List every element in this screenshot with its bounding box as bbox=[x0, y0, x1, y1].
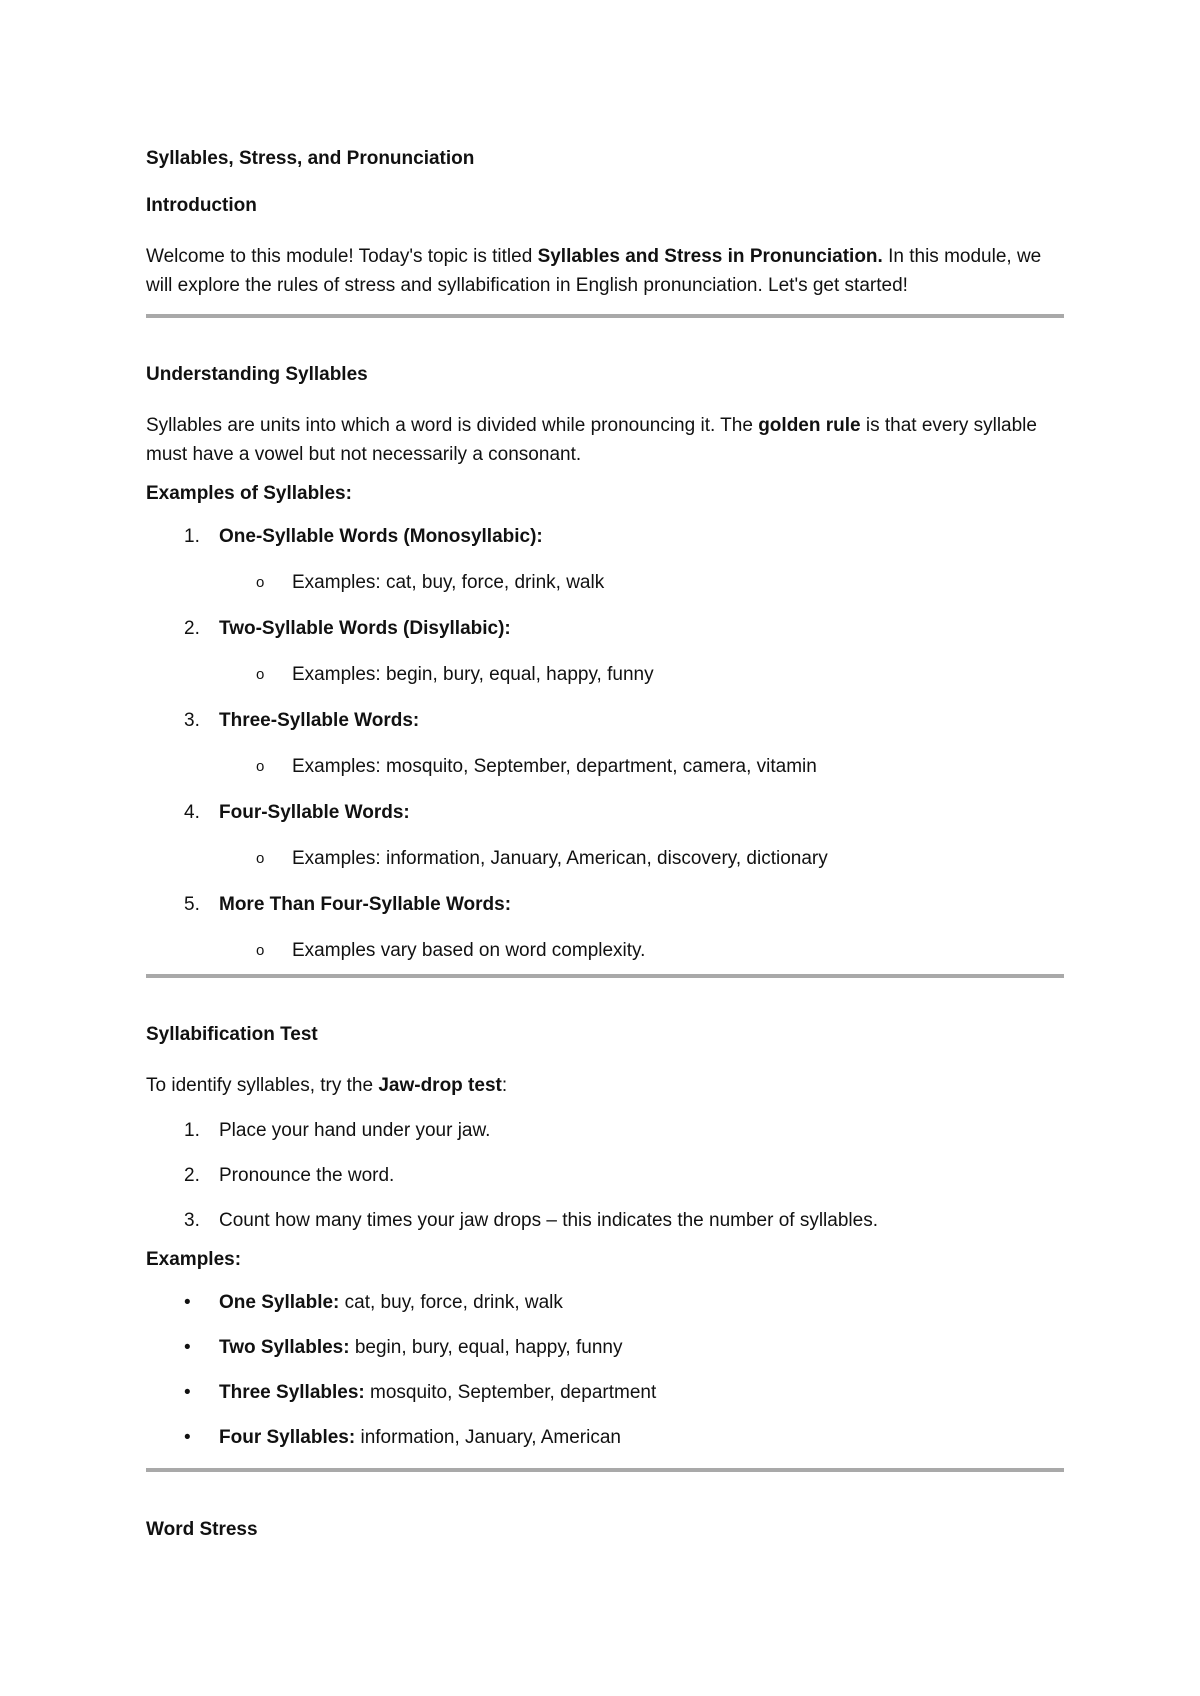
syllable-type-item bbox=[146, 890, 1064, 965]
list-number: 1. bbox=[184, 526, 200, 547]
example-bullet bbox=[146, 1423, 1064, 1452]
understanding-paragraph bbox=[146, 411, 1064, 469]
list-number: 5. bbox=[184, 894, 200, 915]
section-divider bbox=[146, 314, 1064, 318]
syllable-examples: Examples: mosquito, September, department, camera, vitamin bbox=[292, 756, 817, 777]
sub-bullet-icon: o bbox=[256, 758, 265, 775]
example-label: Three Syllables: bbox=[219, 1382, 365, 1403]
example-text: mosquito, September, department bbox=[364, 1382, 657, 1403]
example-text: cat, buy, force, drink, walk bbox=[339, 1292, 563, 1313]
bullet-icon: • bbox=[184, 1382, 191, 1403]
document-body bbox=[146, 148, 1064, 1566]
example-text: information, January, American bbox=[355, 1427, 621, 1448]
syllable-examples: Examples: information, January, American, discovery, dictionary bbox=[292, 848, 828, 869]
syllable-examples: Examples vary based on word complexity. bbox=[292, 940, 646, 961]
syllable-type-title: Four-Syllable Words: bbox=[219, 802, 410, 823]
list-number: 2. bbox=[184, 1165, 200, 1186]
example-bullet bbox=[146, 1378, 1064, 1407]
golden-rule-bold: golden rule bbox=[758, 415, 861, 436]
syllable-type-title: Three-Syllable Words: bbox=[219, 710, 420, 731]
test-step-text: Place your hand under your jaw. bbox=[219, 1120, 491, 1141]
jaw-drop-test-bold: Jaw-drop test bbox=[378, 1075, 502, 1096]
test-heading: Syllabification Test bbox=[146, 1024, 318, 1045]
document-title: Syllables, Stress, and Pronunciation bbox=[146, 148, 475, 169]
test-step bbox=[146, 1161, 1064, 1190]
intro-text-end: In this module, we will explore the rules of stress and syllabification in English pronunciation. Let's get started! bbox=[146, 246, 1042, 296]
test-examples-heading: Examples: bbox=[146, 1249, 242, 1270]
example-label: Four Syllables: bbox=[219, 1427, 356, 1448]
example-bullet bbox=[146, 1288, 1064, 1317]
sub-bullet-icon: o bbox=[256, 850, 265, 867]
syllable-type-title: Two-Syllable Words (Disyllabic): bbox=[219, 618, 511, 639]
test-step-text: Count how many times your jaw drops – this indicates the number of syllables. bbox=[219, 1210, 878, 1231]
understanding-heading: Understanding Syllables bbox=[146, 364, 368, 385]
examples-of-syllables-heading: Examples of Syllables: bbox=[146, 483, 352, 504]
list-number: 3. bbox=[184, 710, 200, 731]
bullet-icon: • bbox=[184, 1337, 191, 1358]
test-intro bbox=[146, 1071, 1064, 1100]
example-bullet bbox=[146, 1333, 1064, 1362]
list-number: 2. bbox=[184, 618, 200, 639]
word-stress-heading: Word Stress bbox=[146, 1519, 258, 1540]
test-intro-end: : bbox=[501, 1075, 508, 1096]
test-step-text: Pronounce the word. bbox=[219, 1165, 395, 1186]
syllable-types-list bbox=[146, 522, 1064, 965]
bullet-icon: • bbox=[184, 1427, 191, 1448]
syllable-examples: Examples: begin, bury, equal, happy, funny bbox=[292, 664, 654, 685]
syllable-type-item bbox=[146, 798, 1064, 873]
section-divider bbox=[146, 1468, 1064, 1472]
list-number: 1. bbox=[184, 1120, 200, 1141]
list-number: 3. bbox=[184, 1210, 200, 1231]
test-steps-list bbox=[146, 1116, 1064, 1235]
intro-paragraph bbox=[146, 242, 1064, 300]
understanding-text-start: Syllables are units into which a word is divided while pronouncing it. The bbox=[146, 415, 759, 436]
list-number: 4. bbox=[184, 802, 200, 823]
syllable-examples: Examples: cat, buy, force, drink, walk bbox=[292, 572, 605, 593]
test-step bbox=[146, 1116, 1064, 1145]
example-label: Two Syllables: bbox=[219, 1337, 350, 1358]
syllable-type-item bbox=[146, 614, 1064, 689]
sub-bullet-icon: o bbox=[256, 942, 265, 959]
example-text: begin, bury, equal, happy, funny bbox=[349, 1337, 623, 1358]
syllable-type-item bbox=[146, 706, 1064, 781]
syllable-type-item bbox=[146, 522, 1064, 597]
intro-text-start: Welcome to this module! Today's topic is titled bbox=[146, 246, 538, 267]
understanding-text-end: is that every syllable must have a vowel but not necessarily a consonant. bbox=[146, 415, 1037, 465]
sub-bullet-icon: o bbox=[256, 666, 265, 683]
test-examples-list bbox=[146, 1288, 1064, 1452]
syllable-type-title: One-Syllable Words (Monosyllabic): bbox=[219, 526, 543, 547]
intro-heading: Introduction bbox=[146, 195, 257, 216]
test-step bbox=[146, 1206, 1064, 1235]
bullet-icon: • bbox=[184, 1292, 191, 1313]
sub-bullet-icon: o bbox=[256, 574, 265, 591]
syllable-type-title: More Than Four-Syllable Words: bbox=[219, 894, 512, 915]
intro-bold-topic: Syllables and Stress in Pronunciation. bbox=[537, 246, 883, 267]
example-label: One Syllable: bbox=[219, 1292, 340, 1313]
section-divider bbox=[146, 974, 1064, 978]
test-intro-start: To identify syllables, try the bbox=[146, 1075, 379, 1096]
